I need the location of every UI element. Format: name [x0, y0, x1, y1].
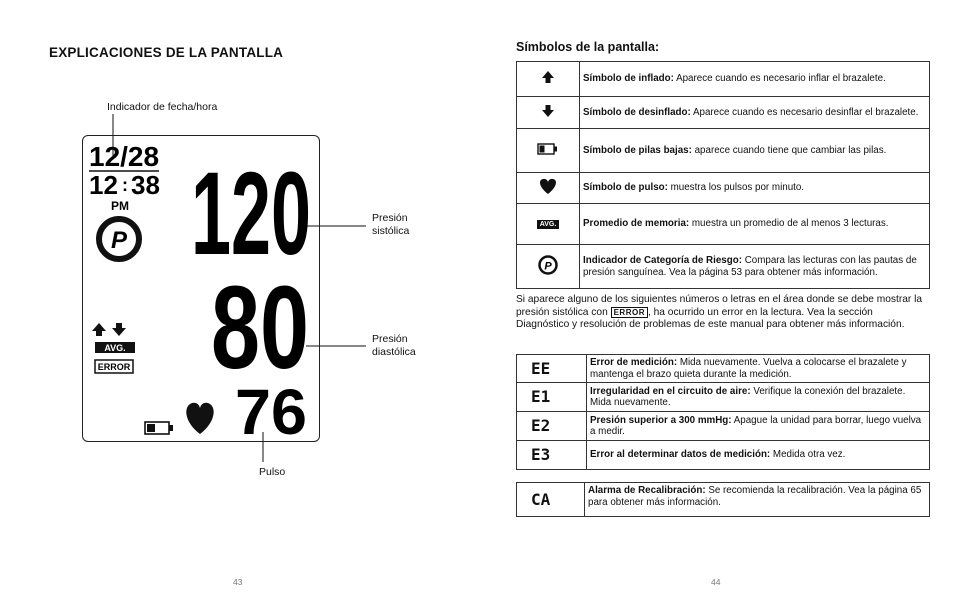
error-row — [517, 441, 930, 470]
symbol-row-battery — [517, 129, 930, 173]
symbol-desc: Símbolo de desinflado: Aparece cuando es necesario desinflar el brazalete. — [580, 97, 930, 129]
lcd-low-battery-icon — [145, 422, 173, 434]
symbol-desc: Indicador de Categoría de Riesgo: Compara las lecturas con las pautas de presión sanguínea. Vea la página 53 para obtener más información. — [580, 245, 930, 289]
avg-icon: AVG. — [517, 204, 580, 245]
symbol-desc: Símbolo de pilas bajas: aparece cuando tiene que cambiar las pilas. — [580, 129, 930, 173]
symbol-desc: Símbolo de inflado: Aparece cuando es necesario inflar el brazalete. — [580, 62, 930, 97]
error-desc: Irregularidad en el circuito de aire: Verifique la conexión del brazalete. Mida nuevamente. — [587, 383, 930, 412]
page-number-left: 43 — [233, 577, 243, 587]
left-page-heading: EXPLICACIONES DE LA PANTALLA — [49, 45, 284, 60]
error-intro-paragraph: Si aparece alguno de los siguientes números o letras en el área donde se debe mostrar la presión sistólica con ERROR , ha ocurrido un error en la lectura. Vea la sección Diagnóstico y resolución de problemas de este manual para obtener más información. — [516, 294, 923, 330]
symbol-desc: Promedio de memoria: muestra un promedio de al menos 3 lecturas. — [580, 204, 930, 245]
callout-date-time: Indicador de fecha/hora — [107, 101, 218, 113]
recal-code-ca: CA — [517, 483, 585, 517]
lcd-avg-label: AVG. — [104, 343, 126, 353]
lcd-inflate-arrow-icon — [92, 323, 106, 336]
lcd-diastolic: 80 — [211, 262, 309, 394]
page-number-right: 44 — [711, 577, 721, 587]
lcd-time-minute: 38 — [131, 170, 160, 200]
inflate-arrow-up-icon — [517, 62, 580, 97]
lcd-pulse: 76 — [235, 376, 307, 441]
symbol-desc: Símbolo de pulso: muestra los pulsos por minuto. — [580, 173, 930, 204]
lcd-ampm: PM — [111, 199, 129, 213]
symbol-row-inflate — [517, 62, 930, 97]
error-row — [517, 355, 930, 383]
lcd-deflate-arrow-icon — [112, 323, 126, 336]
symbols-table — [516, 61, 930, 289]
symbol-row-deflate — [517, 97, 930, 129]
error-code-e1: E1 — [517, 383, 587, 412]
error-inline-label: ERROR — [611, 307, 648, 318]
callout-diastolic-line1: Presión — [372, 333, 408, 345]
error-codes-table — [516, 354, 930, 470]
svg-text:P: P — [544, 260, 552, 273]
error-row — [517, 383, 930, 412]
callout-diastolic-line2: diastólica — [372, 346, 416, 358]
symbol-row-risk — [517, 245, 930, 289]
lcd-display — [82, 135, 320, 442]
error-desc: Error de medición: Mida nuevamente. Vuelva a colocarse el brazalete y mantenga el brazo quieta durante la medición. — [587, 355, 930, 383]
error-code-ee: EE — [517, 355, 587, 383]
lcd-time-hour: 12 — [89, 170, 118, 200]
callout-systolic-line1: Presión — [372, 212, 408, 224]
lcd-heart-icon — [186, 403, 213, 434]
lcd-time-separator: : — [122, 175, 128, 195]
recalibration-row — [517, 483, 930, 517]
heart-icon — [517, 173, 580, 204]
error-code-e3: E3 — [517, 441, 587, 470]
recalibration-table — [516, 482, 930, 517]
lcd-error-label: ERROR — [97, 362, 131, 372]
callout-pulse: Pulso — [259, 466, 286, 478]
recal-desc: Alarma de Recalibración: Se recomienda la recalibración. Vea la página 65 para obtener más información. — [585, 483, 930, 517]
error-code-e2: E2 — [517, 412, 587, 441]
deflate-arrow-down-icon — [517, 97, 580, 129]
right-page-heading: Símbolos de la pantalla: — [516, 40, 660, 54]
error-desc: Error al determinar datos de medición: Medida otra vez. — [587, 441, 930, 470]
error-row — [517, 412, 930, 441]
svg-text:P: P — [110, 227, 128, 254]
symbol-row-pulse — [517, 173, 930, 204]
lcd-systolic: 120 — [191, 148, 311, 280]
callout-systolic-line2: sistólica — [372, 225, 410, 237]
error-desc: Presión superior a 300 mmHg: Apague la unidad para borrar, luego vuelva a medir. — [587, 412, 930, 441]
low-battery-icon — [517, 129, 580, 173]
symbol-row-avg — [517, 204, 930, 245]
risk-category-icon — [99, 219, 139, 259]
risk-category-icon — [517, 245, 580, 289]
lcd-date: 12/28 — [89, 141, 160, 172]
